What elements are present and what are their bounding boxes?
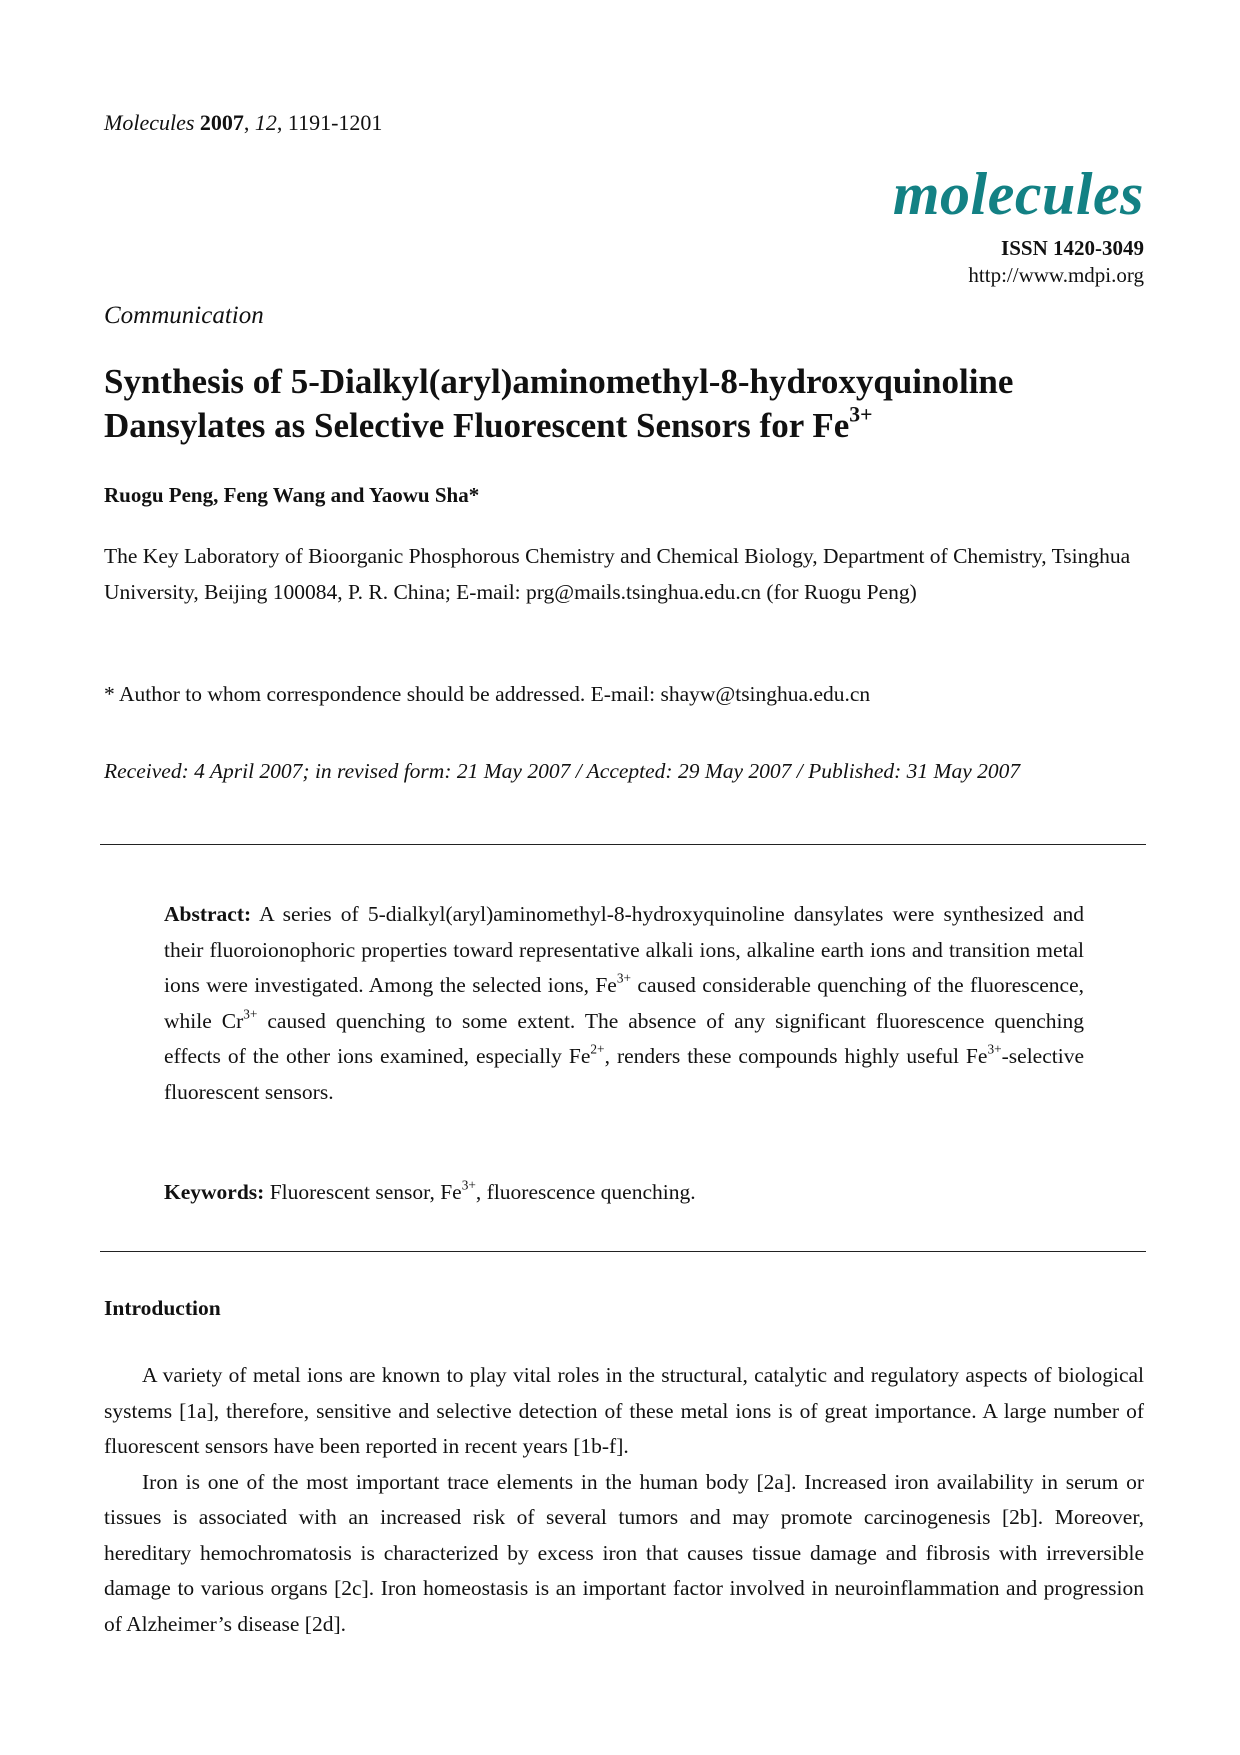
journal-logo: molecules (892, 161, 1144, 227)
abstract-sup: 3+ (616, 970, 632, 986)
authors: Ruogu Peng, Feng Wang and Yaowu Sha* (104, 483, 480, 507)
affiliation: The Key Laboratory of Bioorganic Phosphorous Chemistry and Chemical Biology, Department of Chemistry, Tsinghua University, Beijing 100084, P. R. China; E-mail: prg@mails.tsinghua.edu.cn (for Ruogu Peng) (104, 544, 1131, 604)
abstract-text: A series of 5-dialkyl(aryl)aminomethyl-8-hydroxyquinoline dansylates were synthesized and their fluoroionophoric properties toward representative alkali ions, alkaline earth ions and transition metal ions were investigated. Among the selected ions, Fe (164, 902, 1084, 997)
citation-pages: , 1191-1201 (276, 110, 383, 135)
journal-url[interactable]: http://www.mdpi.org (968, 263, 1144, 287)
citation: Molecules 2007, 12, 1191-1201 (104, 110, 383, 135)
correspondence: * Author to whom correspondence should be addressed. E-mail: shayw@tsinghua.edu.cn (104, 682, 871, 706)
keywords-label: Keywords: (164, 1180, 265, 1204)
article-type: Communication (104, 302, 264, 329)
divider-top (100, 844, 1146, 845)
abstract-text: caused considerable quenching of the fluorescence, while Cr (164, 973, 1085, 1033)
title-superscript: 3+ (849, 402, 873, 427)
abstract-sup: 3+ (243, 1005, 258, 1021)
abstract-label: Abstract: (164, 902, 252, 926)
citation-volume: 12 (254, 110, 277, 135)
abstract-sup: 3+ (987, 1041, 1002, 1057)
keywords-text: , fluorescence quenching. (475, 1180, 696, 1204)
publication-dates: Received: 4 April 2007; in revised form: 21 May 2007 / Accepted: 29 May 2007 / Published: 31 May 2007 (104, 759, 1021, 783)
introduction-body (104, 1358, 1144, 1642)
abstract (164, 897, 1084, 1110)
divider-bottom (100, 1251, 1146, 1252)
citation-year: 2007 (199, 110, 244, 135)
paragraph: Iron is one of the most important trace elements in the human body [2a]. Increased iron availability in serum or tissues is associated with an increased risk of several tumors and may promote carcinogenesis [2b]. Moreover, hereditary hemochromatosis is characterized by excess iron that causes tissue damage and fibrosis with irreversible damage to various organs [2c]. Iron homeostasis is an important factor involved in neuroinflammation and progression of Alzheimer’s disease [2d]. (104, 1469, 1144, 1636)
title-line-1: Synthesis of 5-Dialkyl(aryl)aminomethyl-8-hydroxyquinoline (104, 362, 1014, 401)
keywords (164, 1177, 696, 1205)
keywords-sup: 3+ (461, 1177, 476, 1193)
abstract-sup: 2+ (590, 1041, 605, 1057)
title-line-2-text: Dansylates as Selective Fluorescent Sensors for Fe (104, 406, 850, 445)
abstract-text: -selective fluorescent sensors. (164, 1044, 1084, 1104)
abstract-text: caused quenching to some extent. The absence of any significant fluorescence quenching effects of the other ions examined, especially Fe (164, 1008, 1084, 1068)
citation-journal: Molecules (104, 110, 195, 135)
abstract-text: , renders these compounds highly useful Fe (604, 1044, 988, 1068)
section-heading-introduction: Introduction (104, 1296, 221, 1320)
journal-issn: ISSN 1420-3049 (1001, 236, 1144, 260)
keywords-text: Fluorescent sensor, Fe (264, 1180, 462, 1204)
title-line-2 (104, 404, 1144, 448)
article-title (104, 360, 1144, 448)
paragraph: A variety of metal ions are known to play vital roles in the structural, catalytic and regulatory aspects of biological systems [1a], therefore, sensitive and selective detection of these metal ions is of great importance. A large number of fluorescent sensors have been reported in recent years [1b-f]. (104, 1363, 1144, 1458)
